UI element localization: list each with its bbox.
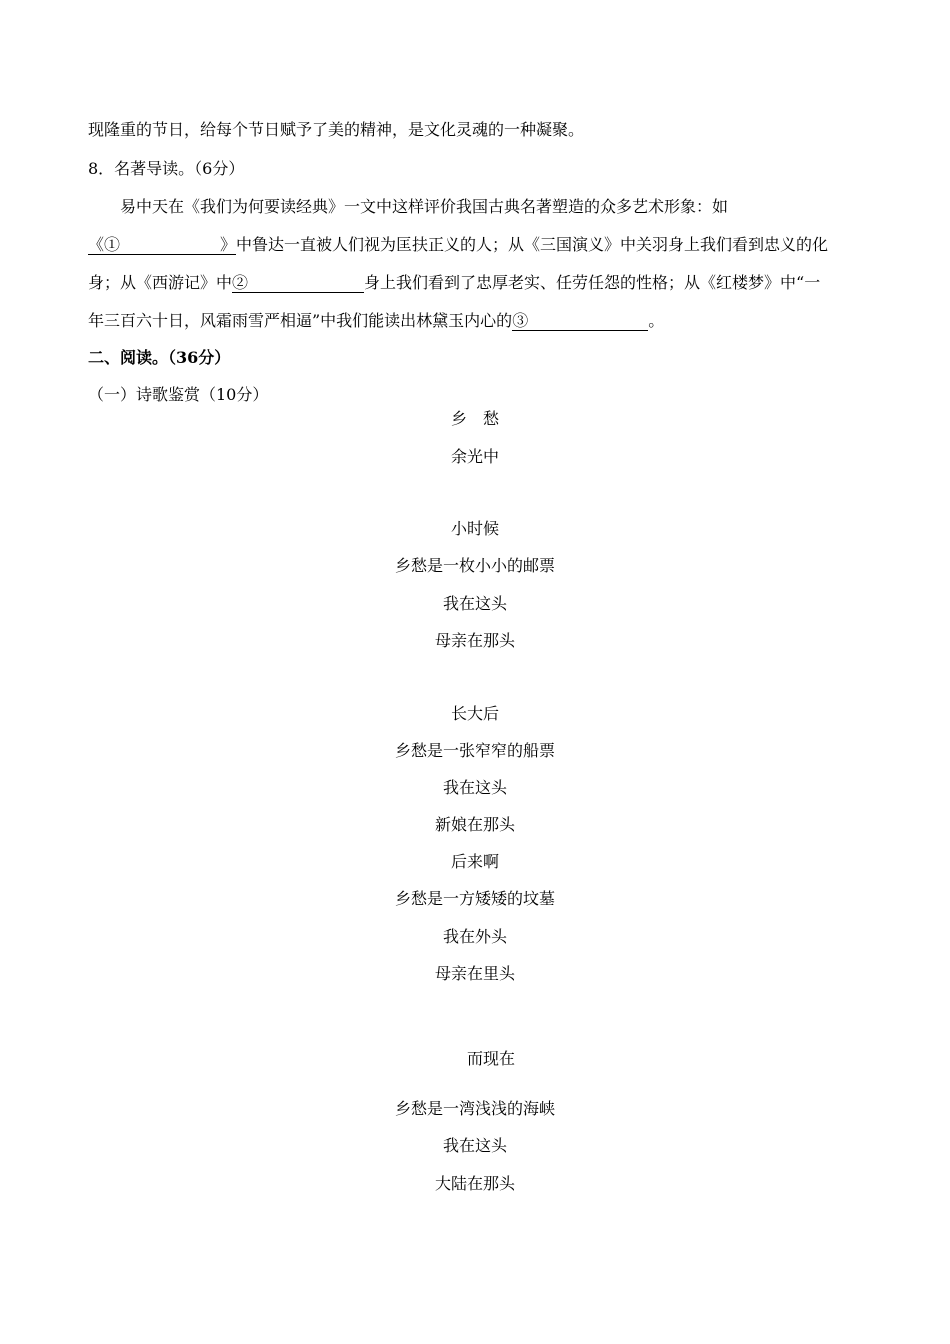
poem-line: 母亲在那头 — [434, 631, 515, 650]
poem-line: 乡愁是一枚小小的邮票 — [394, 556, 555, 575]
section-2-subtitle: （一）诗歌鉴赏（10分） — [88, 385, 269, 404]
question-8-line-2 — [88, 235, 862, 255]
poem-line: 而现在 — [466, 1049, 515, 1068]
answer-blank-1[interactable] — [120, 236, 220, 255]
blank-1-open: 《① — [88, 235, 121, 254]
question-8-line-4-end: 。 — [648, 311, 665, 330]
poem-line: 大陆在那头 — [434, 1174, 515, 1193]
previous-paragraph-end: 现隆重的节日，给每个节日赋予了美的精神，是文化灵魂的一种凝聚。 — [88, 120, 585, 139]
blank-3-marker: ③ — [512, 311, 529, 330]
poem-line: 乡愁是一方矮矮的坟墓 — [394, 889, 555, 908]
poem-line: 我在外头 — [442, 927, 507, 946]
poem-line: 母亲在里头 — [434, 964, 515, 983]
poem-title: 乡 愁 — [450, 409, 499, 428]
question-8-line-3-start: 身；从《西游记》中 — [88, 273, 233, 292]
blank-2-marker: ② — [232, 273, 249, 292]
blank-1-close: 》 — [220, 235, 237, 254]
question-8-line-3-end: 身上我们看到了忠厚老实、任劳任怨的性格；从《红楼梦》中“一 — [364, 273, 821, 292]
poem-line: 乡愁是一湾浅浅的海峡 — [394, 1099, 555, 1118]
poem-line: 小时候 — [450, 519, 499, 538]
poem-line: 新娘在那头 — [434, 815, 515, 834]
answer-blank-2[interactable] — [248, 274, 364, 293]
question-8-line-4-start: 年三百六十日，风霜雨雪严相逼”中我们能读出林黛玉内心的 — [88, 311, 513, 330]
question-8-line-2-text: 中鲁达一直被人们视为匡扶正义的人；从《三国演义》中关羽身上我们看到忠义的化 — [236, 235, 829, 254]
question-8-line-3 — [88, 273, 862, 293]
poem-line: 乡愁是一张窄窄的船票 — [394, 741, 555, 760]
poem-author: 余光中 — [450, 447, 499, 466]
poem-line: 我在这头 — [442, 594, 507, 613]
answer-blank-3[interactable] — [528, 312, 648, 331]
poem-line: 我在这头 — [442, 1136, 507, 1155]
poem-line: 我在这头 — [442, 778, 507, 797]
question-8-line-4 — [88, 311, 862, 331]
question-8-line-1: 易中天在《我们为何要读经典》一文中这样评价我国古典名著塑造的众多艺术形象：如 — [120, 197, 729, 216]
question-8-title: 8．名著导读。（6分） — [88, 159, 245, 178]
poem-line: 后来啊 — [450, 852, 499, 871]
section-2-title: 二、阅读。（36分） — [88, 348, 231, 367]
poem-line: 长大后 — [450, 704, 499, 723]
